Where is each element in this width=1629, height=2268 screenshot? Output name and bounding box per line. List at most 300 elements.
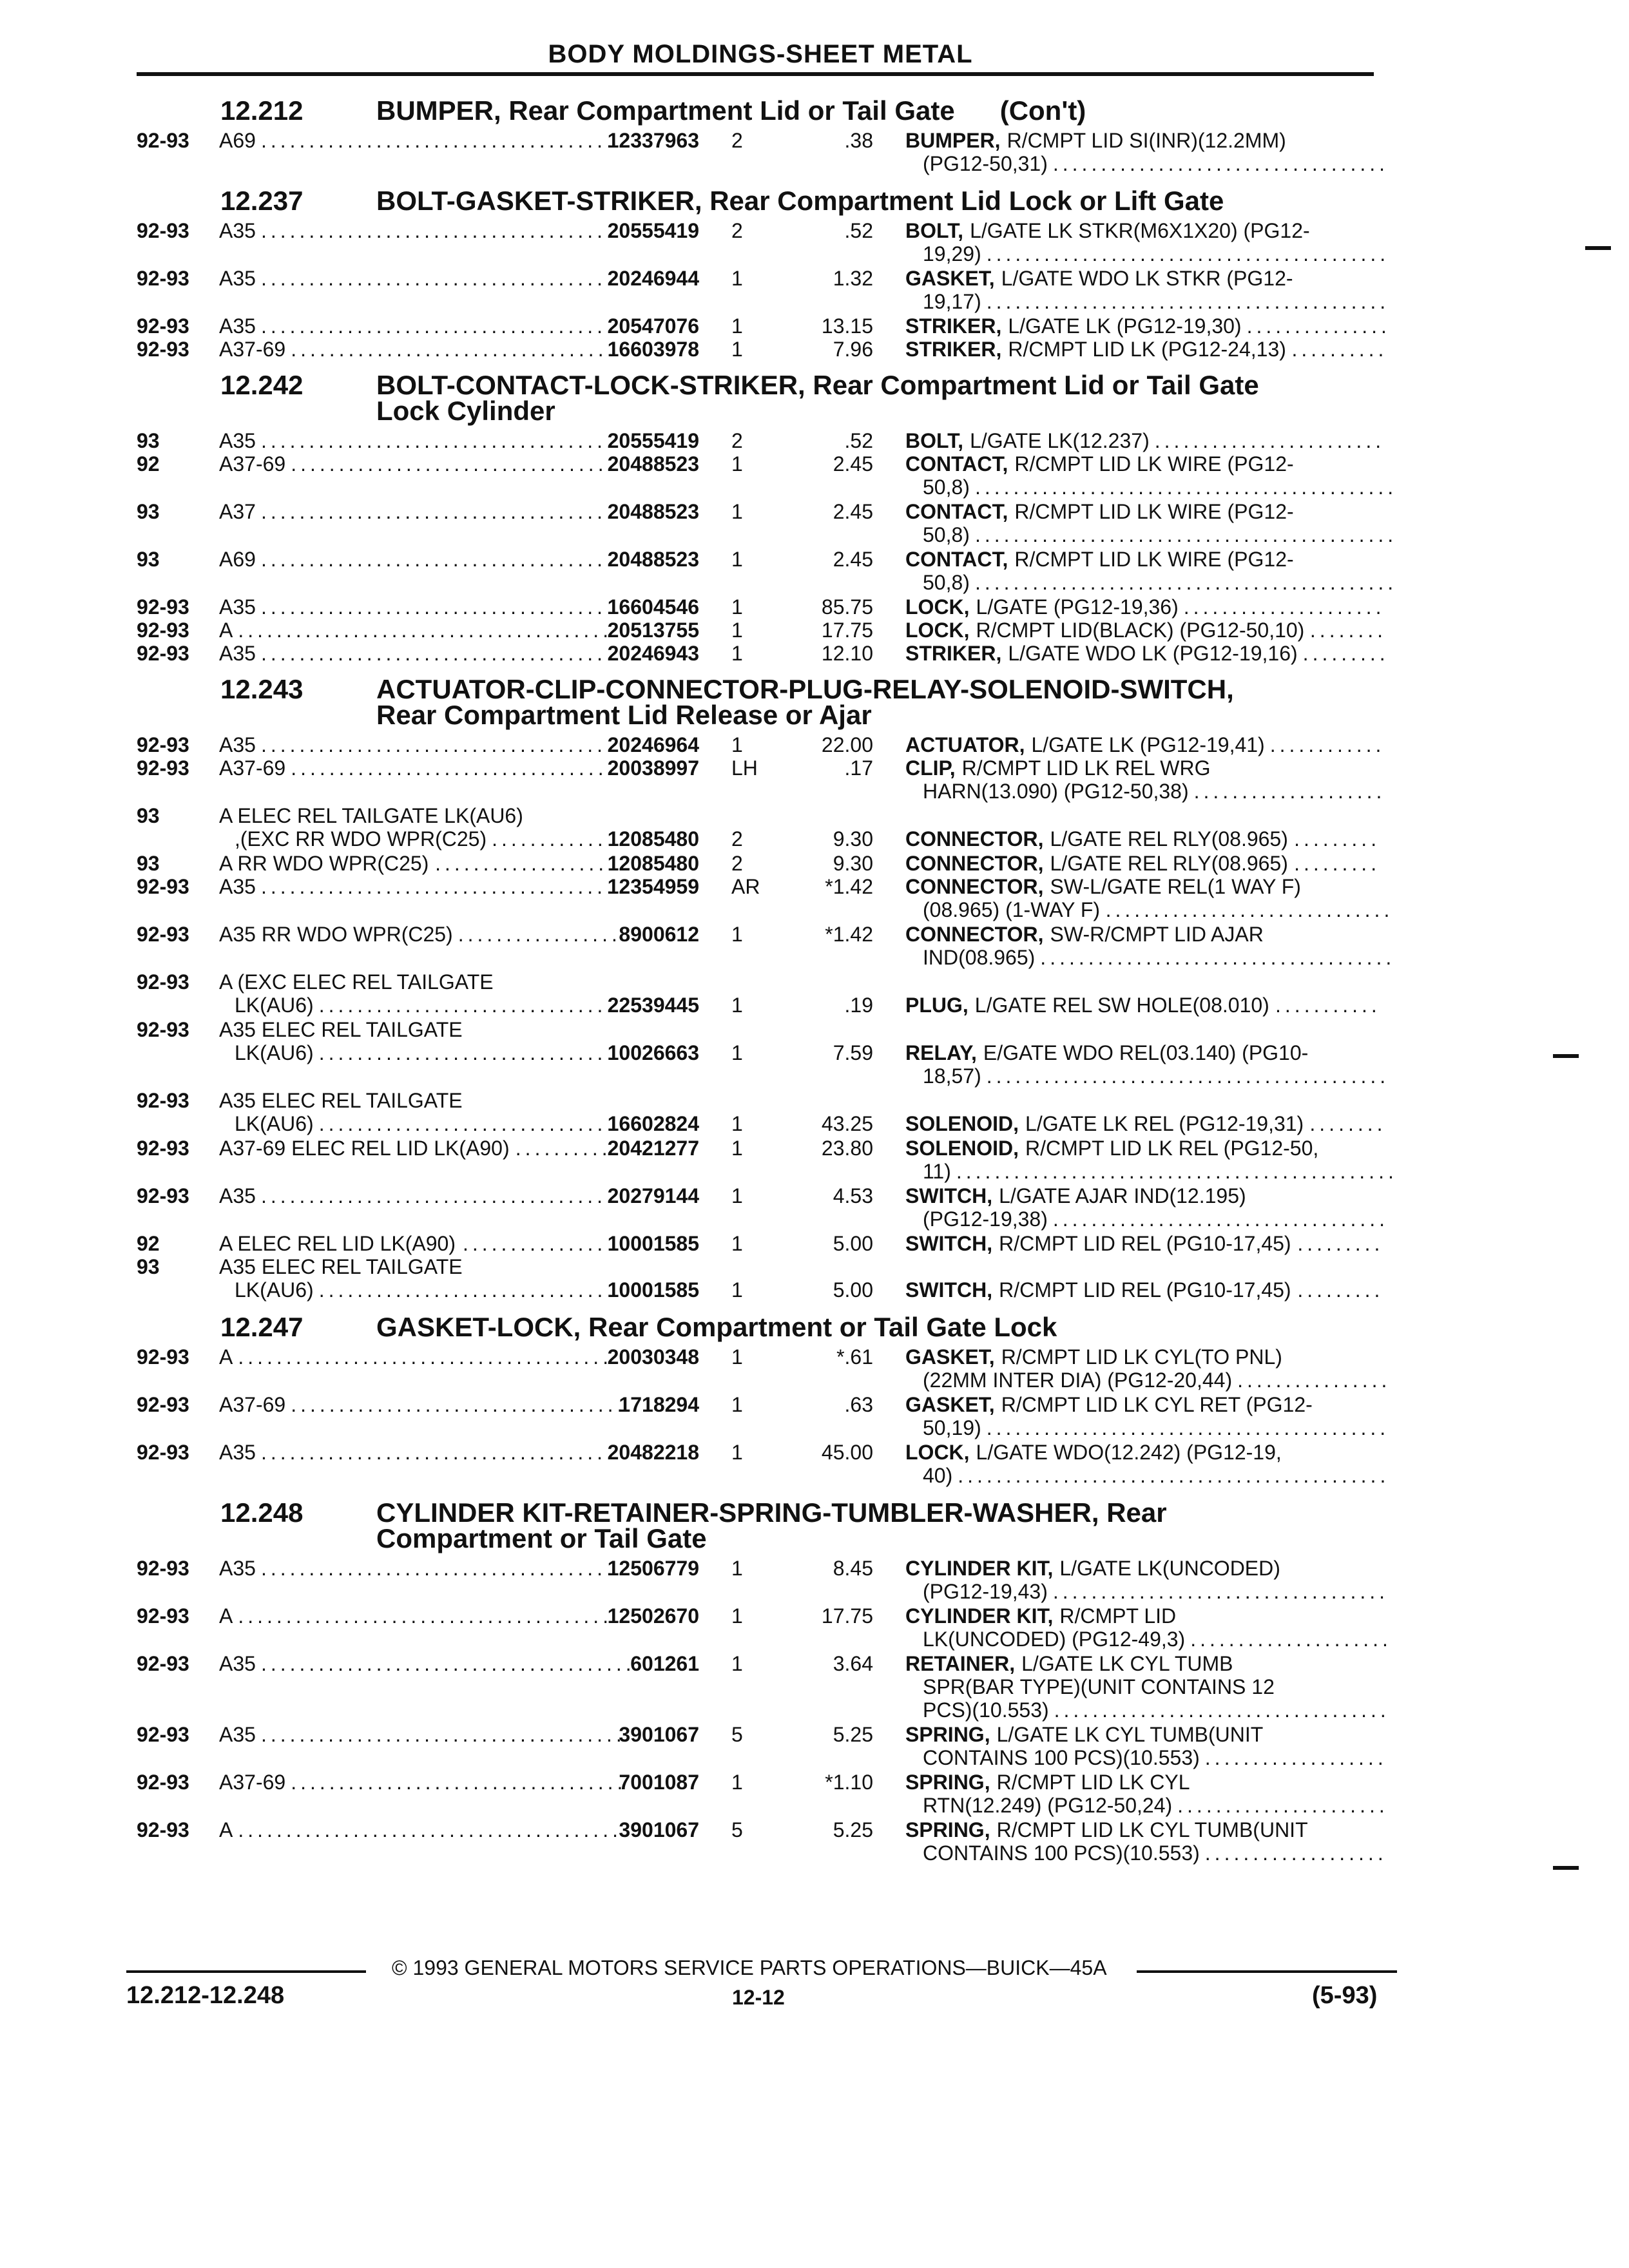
part-description: R/CMPT LID LK CYL(TO PNL): [1001, 1345, 1282, 1369]
leader-dots: .....................................: [260, 500, 616, 523]
price: *1.42: [825, 923, 873, 946]
leader-dots: ...................................: [1052, 1207, 1389, 1231]
price: 3.64: [833, 1652, 873, 1675]
model-usage: LK(AU6): [235, 1041, 314, 1064]
model-year: 92-93: [137, 1723, 189, 1746]
model-usage: A35: [219, 314, 256, 338]
part-name: SWITCH,: [905, 1278, 993, 1302]
model-year: 92-93: [137, 1089, 189, 1112]
model-usage: A35: [219, 1184, 256, 1207]
leader-dots: ..........................................: [986, 1064, 1390, 1088]
leader-dots: .....................................: [260, 1441, 616, 1464]
price: 9.30: [833, 852, 873, 875]
quantity: 1: [731, 1184, 743, 1207]
section-title: GASKET-LOCK, Rear Compartment or Tail Gate Lock: [376, 1312, 1057, 1342]
model-usage: A35: [219, 1723, 256, 1746]
section-title: Lock Cylinder: [376, 396, 555, 426]
part-name: LOCK,: [905, 1441, 970, 1464]
price: 23.80: [821, 1137, 873, 1160]
leader-dots: ..................................: [291, 756, 617, 780]
model-usage: A37-69: [219, 452, 286, 476]
leader-dots: .....................: [1190, 1628, 1392, 1651]
leader-dots: .....................................: [260, 642, 616, 665]
model-usage: A: [219, 619, 233, 642]
part-number: 20030348: [607, 1345, 699, 1369]
model-usage: A37-69: [219, 1393, 286, 1416]
part-number: 20421277: [607, 1137, 699, 1160]
leader-dots: ...................................: [1054, 1698, 1390, 1722]
price: .52: [844, 219, 873, 242]
section-title: CYLINDER KIT-RETAINER-SPRING-TUMBLER-WASHER, Rear: [376, 1497, 1167, 1528]
part-description: R/CMPT LID LK (PG12-24,13): [1008, 338, 1286, 361]
model-usage: A35: [219, 642, 256, 665]
leader-dots: ........: [1309, 619, 1387, 642]
part-description: PCS)(10.553): [923, 1698, 1049, 1722]
leader-dots: ...............................: [318, 994, 617, 1017]
part-name: SOLENOID,: [905, 1137, 1019, 1160]
part-name: CYLINDER KIT,: [905, 1604, 1054, 1628]
price: 8.45: [833, 1557, 873, 1580]
model-usage: A35 ELEC REL TAILGATE: [219, 1255, 463, 1278]
part-description: R/CMPT LID LK WIRE (PG12-: [1014, 500, 1294, 523]
part-number: 20279144: [607, 1184, 699, 1207]
quantity: 1: [731, 1232, 743, 1255]
leader-dots: ...............................: [318, 1041, 617, 1064]
leader-dots: ..........................................: [986, 290, 1390, 313]
part-number: 20482218: [607, 1441, 699, 1464]
leader-dots: ............: [492, 827, 607, 850]
part-name: LOCK,: [905, 595, 970, 619]
quantity: 1: [731, 642, 743, 665]
model-year: 93: [137, 500, 160, 523]
part-description: R/CMPT LID LK CYL RET (PG12-: [1001, 1393, 1313, 1416]
model-usage: A ELEC REL LID LK(A90): [219, 1232, 456, 1255]
model-usage: A37-69: [219, 338, 286, 361]
part-description: 50,19): [923, 1416, 981, 1439]
model-usage: A35: [219, 429, 256, 452]
leader-dots: ..............................: [1105, 898, 1394, 921]
leader-dots: ...................: [1204, 1746, 1387, 1769]
model-year: 92-93: [137, 1604, 189, 1628]
part-name: GASKET,: [905, 267, 995, 290]
section-title: Compartment or Tail Gate: [376, 1523, 707, 1553]
part-number: 12502670: [607, 1604, 699, 1628]
part-description: L/GATE LK (PG12-19,41): [1031, 733, 1265, 756]
leader-dots: .........: [1294, 852, 1381, 875]
part-name: SPRING,: [905, 1818, 990, 1841]
price: *.61: [836, 1345, 873, 1369]
part-name: SWITCH,: [905, 1232, 993, 1255]
model-year: 92-93: [137, 619, 189, 642]
model-usage: A35: [219, 1557, 256, 1580]
part-description: 18,57): [923, 1064, 981, 1088]
margin-tick: [1553, 1866, 1579, 1870]
model-year: 92-93: [137, 1818, 189, 1841]
part-description: (PG12-50,31): [923, 152, 1048, 175]
leader-dots: ........: [1309, 1112, 1387, 1135]
leader-dots: .....................................: [260, 595, 616, 619]
quantity: 1: [731, 500, 743, 523]
quantity: 1: [731, 923, 743, 946]
part-name: SPRING,: [905, 1723, 990, 1746]
part-description: L/GATE LK CYL TUMB: [1021, 1652, 1233, 1675]
price: 43.25: [821, 1112, 873, 1135]
quantity: 1: [731, 733, 743, 756]
leader-dots: ...........: [1275, 994, 1381, 1017]
model-usage: LK(AU6): [235, 994, 314, 1017]
model-usage: A37-69: [219, 756, 286, 780]
quantity: 2: [731, 129, 743, 152]
leader-dots: .........: [1302, 642, 1389, 665]
leader-dots: .....................................: [260, 429, 616, 452]
part-description: L/GATE LK REL (PG12-19,31): [1025, 1112, 1304, 1135]
part-name: ACTUATOR,: [905, 733, 1025, 756]
part-description: L/GATE LK CYL TUMB(UNIT: [996, 1723, 1264, 1746]
model-usage: A37-69: [219, 1771, 286, 1794]
price: .17: [844, 756, 873, 780]
part-name: CONTACT,: [905, 452, 1008, 476]
part-number: 20555419: [607, 219, 699, 242]
part-name: BOLT,: [905, 429, 964, 452]
model-usage: A35: [219, 1441, 256, 1464]
part-name: BOLT,: [905, 219, 964, 242]
leader-dots: .....................................: [260, 875, 616, 898]
model-year: 92-93: [137, 1137, 189, 1160]
model-year: 92-93: [137, 1393, 189, 1416]
quantity: 5: [731, 1723, 743, 1746]
model-usage: A35: [219, 219, 256, 242]
leader-dots: ..........: [515, 1137, 612, 1160]
part-number: 12085480: [607, 852, 699, 875]
leader-dots: .........: [1297, 1278, 1384, 1302]
price: 2.45: [833, 500, 873, 523]
part-number: 12506779: [607, 1557, 699, 1580]
part-name: RETAINER,: [905, 1652, 1016, 1675]
quantity: 1: [731, 1604, 743, 1628]
quantity: 1: [731, 338, 743, 361]
part-name: SWITCH,: [905, 1184, 993, 1207]
part-description: L/GATE LK STKR(M6X1X20) (PG12-: [970, 219, 1310, 242]
leader-dots: .....................................: [260, 548, 616, 571]
part-description: 19,17): [923, 290, 981, 313]
model-usage: ,(EXC RR WDO WPR(C25): [235, 827, 487, 850]
part-number: 1718294: [619, 1393, 699, 1416]
model-usage: A: [219, 1818, 233, 1841]
part-description: R/CMPT LID REL (PG10-17,45): [999, 1232, 1291, 1255]
model-year: 92-93: [137, 756, 189, 780]
part-number: 20547076: [607, 314, 699, 338]
part-description: (PG12-19,38): [923, 1207, 1048, 1231]
quantity: 1: [731, 1137, 743, 1160]
model-usage: A (EXC ELEC REL TAILGATE: [219, 970, 494, 994]
part-description: R/CMPT LID LK REL WRG: [961, 756, 1211, 780]
model-usage: A37: [219, 500, 256, 523]
part-number: 16603978: [607, 338, 699, 361]
price: 7.96: [833, 338, 873, 361]
part-description: R/CMPT LID: [1059, 1604, 1177, 1628]
model-year: 92-93: [137, 338, 189, 361]
title-rule: [137, 72, 1374, 76]
leader-dots: ...................................: [1052, 152, 1389, 175]
leader-dots: .....................................: [1040, 946, 1396, 969]
leader-dots: ..................: [435, 852, 608, 875]
model-year: 92-93: [137, 1441, 189, 1464]
part-name: SPRING,: [905, 1771, 990, 1794]
leader-dots: ...................................: [1052, 1580, 1389, 1603]
part-number: 20513755: [607, 619, 699, 642]
model-usage: A35: [219, 595, 256, 619]
leader-dots: .....................: [1183, 595, 1385, 619]
price: 5.25: [833, 1723, 873, 1746]
quantity: 2: [731, 852, 743, 875]
leader-dots: .......................................: [238, 1345, 613, 1369]
part-name: LOCK,: [905, 619, 970, 642]
part-number: 16604546: [607, 595, 699, 619]
price: 22.00: [821, 733, 873, 756]
quantity: 1: [731, 619, 743, 642]
part-description: CONTAINS 100 PCS)(10.553): [923, 1746, 1200, 1769]
model-year: 92-93: [137, 970, 189, 994]
price: .63: [844, 1393, 873, 1416]
page-title: BODY MOLDINGS-SHEET METAL: [548, 40, 973, 68]
part-number: 20488523: [607, 500, 699, 523]
part-name: PLUG,: [905, 994, 969, 1017]
leader-dots: .....................................: [260, 733, 616, 756]
model-usage: A35 RR WDO WPR(C25): [219, 923, 453, 946]
part-description: 11): [923, 1160, 951, 1183]
quantity: LH: [731, 756, 758, 780]
model-usage: A37-69 ELEC REL LID LK(A90): [219, 1137, 510, 1160]
quantity: 1: [731, 1041, 743, 1064]
part-number: 10026663: [607, 1041, 699, 1064]
quantity: 1: [731, 1557, 743, 1580]
part-description: L/GATE REL RLY(08.965): [1050, 852, 1288, 875]
price: 9.30: [833, 827, 873, 850]
part-description: L/GATE LK(12.237): [970, 429, 1150, 452]
part-name: SOLENOID,: [905, 1112, 1019, 1135]
leader-dots: .....................................: [260, 267, 616, 290]
model-usage: A35: [219, 875, 256, 898]
leader-dots: .......................................: [260, 1652, 635, 1675]
quantity: 1: [731, 1393, 743, 1416]
footer-range: 12.212-12.248: [126, 1982, 285, 2009]
model-usage: A35: [219, 267, 256, 290]
price: 7.59: [833, 1041, 873, 1064]
model-year: 92: [137, 1232, 160, 1255]
price: 17.75: [821, 619, 873, 642]
part-description: (08.965) (1-WAY F): [923, 898, 1101, 921]
part-description: L/GATE REL SW HOLE(08.010): [974, 994, 1269, 1017]
part-number: 20246943: [607, 642, 699, 665]
part-name: GASKET,: [905, 1393, 995, 1416]
leader-dots: ......................................: [260, 1723, 626, 1746]
model-year: 92-93: [137, 875, 189, 898]
footer-copyright: © 1993 GENERAL MOTORS SERVICE PARTS OPERATIONS—BUICK—45A: [392, 1956, 1107, 1979]
part-description: L/GATE LK (PG12-19,30): [1008, 314, 1242, 338]
footer-date: (5-93): [1312, 1982, 1378, 2009]
part-description: L/GATE (PG12-19,36): [976, 595, 1179, 619]
model-usage: A69: [219, 548, 256, 571]
part-number: 601261: [630, 1652, 699, 1675]
footer-page-number: 12-12: [732, 1986, 785, 2009]
model-usage: A35: [219, 733, 256, 756]
model-usage: A35 ELEC REL TAILGATE: [219, 1018, 463, 1041]
quantity: 1: [731, 1278, 743, 1302]
price: 1.32: [833, 267, 873, 290]
quantity: 2: [731, 827, 743, 850]
quantity: 2: [731, 429, 743, 452]
leader-dots: ..............................................: [956, 1160, 1398, 1183]
quantity: 1: [731, 267, 743, 290]
part-description: SPR(BAR TYPE)(UNIT CONTAINS 12: [923, 1675, 1275, 1698]
leader-dots: ..........................................: [986, 242, 1390, 265]
part-number: 20488523: [607, 452, 699, 476]
quantity: 1: [731, 314, 743, 338]
part-description: R/CMPT LID LK REL (PG12-50,: [1025, 1137, 1319, 1160]
model-usage: A35: [219, 1652, 256, 1675]
part-description: R/CMPT LID LK CYL TUMB(UNIT: [996, 1818, 1308, 1841]
quantity: 1: [731, 1441, 743, 1464]
part-description: L/GATE LK(UNCODED): [1059, 1557, 1280, 1580]
model-usage: A69: [219, 129, 256, 152]
model-year: 92-93: [137, 1184, 189, 1207]
leader-dots: ...............................: [318, 1112, 617, 1135]
part-description: R/CMPT LID(BLACK) (PG12-50,10): [976, 619, 1305, 642]
model-year: 92-93: [137, 129, 189, 152]
leader-dots: ............: [1269, 733, 1385, 756]
part-number: 20246944: [607, 267, 699, 290]
model-year: 92-93: [137, 595, 189, 619]
quantity: 1: [731, 452, 743, 476]
part-name: CLIP,: [905, 756, 956, 780]
model-usage: A35 ELEC REL TAILGATE: [219, 1089, 463, 1112]
price: .38: [844, 129, 873, 152]
model-usage: A ELEC REL TAILGATE LK(AU6): [219, 804, 523, 827]
part-description: R/CMPT LID REL (PG10-17,45): [999, 1278, 1291, 1302]
leader-dots: ...................: [1204, 1841, 1387, 1865]
leader-dots: .............................................: [958, 1464, 1390, 1487]
part-description: 50,8): [923, 571, 970, 594]
part-number: 10001585: [607, 1278, 699, 1302]
model-usage: A RR WDO WPR(C25): [219, 852, 429, 875]
price: .19: [844, 994, 873, 1017]
section-title: BOLT-GASKET-STRIKER, Rear Compartment Lid Lock or Lift Gate: [376, 186, 1224, 216]
leader-dots: ................: [1237, 1369, 1391, 1392]
price: 85.75: [821, 595, 873, 619]
part-name: RELAY,: [905, 1041, 977, 1064]
part-description: R/CMPT LID LK WIRE (PG12-: [1014, 452, 1294, 476]
part-description: RTN(12.249) (PG12-50,24): [923, 1794, 1173, 1817]
model-year: 92: [137, 452, 160, 476]
model-year: 93: [137, 852, 160, 875]
model-year: 92-93: [137, 267, 189, 290]
leader-dots: ...................................: [291, 1393, 627, 1416]
margin-tick: [1553, 1054, 1579, 1058]
part-description: 40): [923, 1464, 953, 1487]
model-usage: A: [219, 1604, 233, 1628]
leader-dots: ...............: [1246, 314, 1391, 338]
model-year: 92-93: [137, 733, 189, 756]
part-number: 8900612: [619, 923, 699, 946]
model-usage: LK(AU6): [235, 1112, 314, 1135]
part-description: CONTAINS 100 PCS)(10.553): [923, 1841, 1200, 1865]
part-number: 12354959: [607, 875, 699, 898]
part-number: 20555419: [607, 429, 699, 452]
leader-dots: ..........: [1291, 338, 1388, 361]
leader-dots: ..................................: [291, 338, 617, 361]
quantity: AR: [731, 875, 760, 898]
price: 13.15: [821, 314, 873, 338]
leader-dots: .....................................: [260, 314, 616, 338]
part-name: CONNECTOR,: [905, 875, 1044, 898]
part-description: SW-R/CMPT LID AJAR: [1050, 923, 1264, 946]
price: 5.00: [833, 1232, 873, 1255]
leader-dots: ............................................: [974, 523, 1398, 546]
quantity: 1: [731, 548, 743, 571]
section-number: 12.242: [220, 370, 304, 400]
price: *1.10: [825, 1771, 873, 1794]
part-description: L/GATE WDO LK STKR (PG12-: [1001, 267, 1293, 290]
part-description: R/CMPT LID LK CYL: [996, 1771, 1190, 1794]
quantity: 1: [731, 595, 743, 619]
part-name: BUMPER,: [905, 129, 1001, 152]
leader-dots: ...............: [462, 1232, 607, 1255]
part-name: STRIKER,: [905, 642, 1002, 665]
leader-dots: .....................................: [260, 1557, 616, 1580]
part-description: 50,8): [923, 476, 970, 499]
leader-dots: .......................................: [238, 1604, 613, 1628]
leader-dots: .....................................: [260, 219, 616, 242]
part-name: CONTACT,: [905, 548, 1008, 571]
part-number: 3901067: [619, 1818, 699, 1841]
model-year: 92-93: [137, 1345, 189, 1369]
part-number: 12337963: [607, 129, 699, 152]
part-description: (22MM INTER DIA) (PG12-20,44): [923, 1369, 1233, 1392]
leader-dots: .....................................: [260, 129, 616, 152]
price: 12.10: [821, 642, 873, 665]
leader-dots: ........................................: [238, 1818, 622, 1841]
section-title: ACTUATOR-CLIP-CONNECTOR-PLUG-RELAY-SOLENOID-SWITCH,: [376, 674, 1234, 704]
leader-dots: .........: [1297, 1232, 1384, 1255]
model-year: 93: [137, 548, 160, 571]
section-number: 12.243: [220, 674, 304, 704]
part-number: 10001585: [607, 1232, 699, 1255]
price: 17.75: [821, 1604, 873, 1628]
part-number: 12085480: [607, 827, 699, 850]
price: 2.45: [833, 548, 873, 571]
price: 5.00: [833, 1278, 873, 1302]
margin-tick: [1585, 246, 1611, 250]
section-number: 12.247: [220, 1312, 304, 1342]
part-name: STRIKER,: [905, 314, 1002, 338]
price: *1.42: [825, 875, 873, 898]
model-year: 92-93: [137, 1018, 189, 1041]
section-number: 12.248: [220, 1497, 304, 1528]
quantity: 1: [731, 1112, 743, 1135]
price: 2.45: [833, 452, 873, 476]
part-number: 20038997: [607, 756, 699, 780]
price: 4.53: [833, 1184, 873, 1207]
section-title: BOLT-CONTACT-LOCK-STRIKER, Rear Compartment Lid or Tail Gate: [376, 370, 1259, 400]
quantity: 1: [731, 1345, 743, 1369]
part-description: LK(UNCODED) (PG12-49,3): [923, 1628, 1186, 1651]
model-year: 93: [137, 804, 160, 827]
leader-dots: ....................: [1193, 780, 1386, 803]
section-title: BUMPER, Rear Compartment Lid or Tail Gate (Con't): [376, 95, 1086, 126]
model-year: 92-93: [137, 219, 189, 242]
section-number: 12.212: [220, 95, 304, 126]
leader-dots: .........: [1294, 827, 1381, 850]
